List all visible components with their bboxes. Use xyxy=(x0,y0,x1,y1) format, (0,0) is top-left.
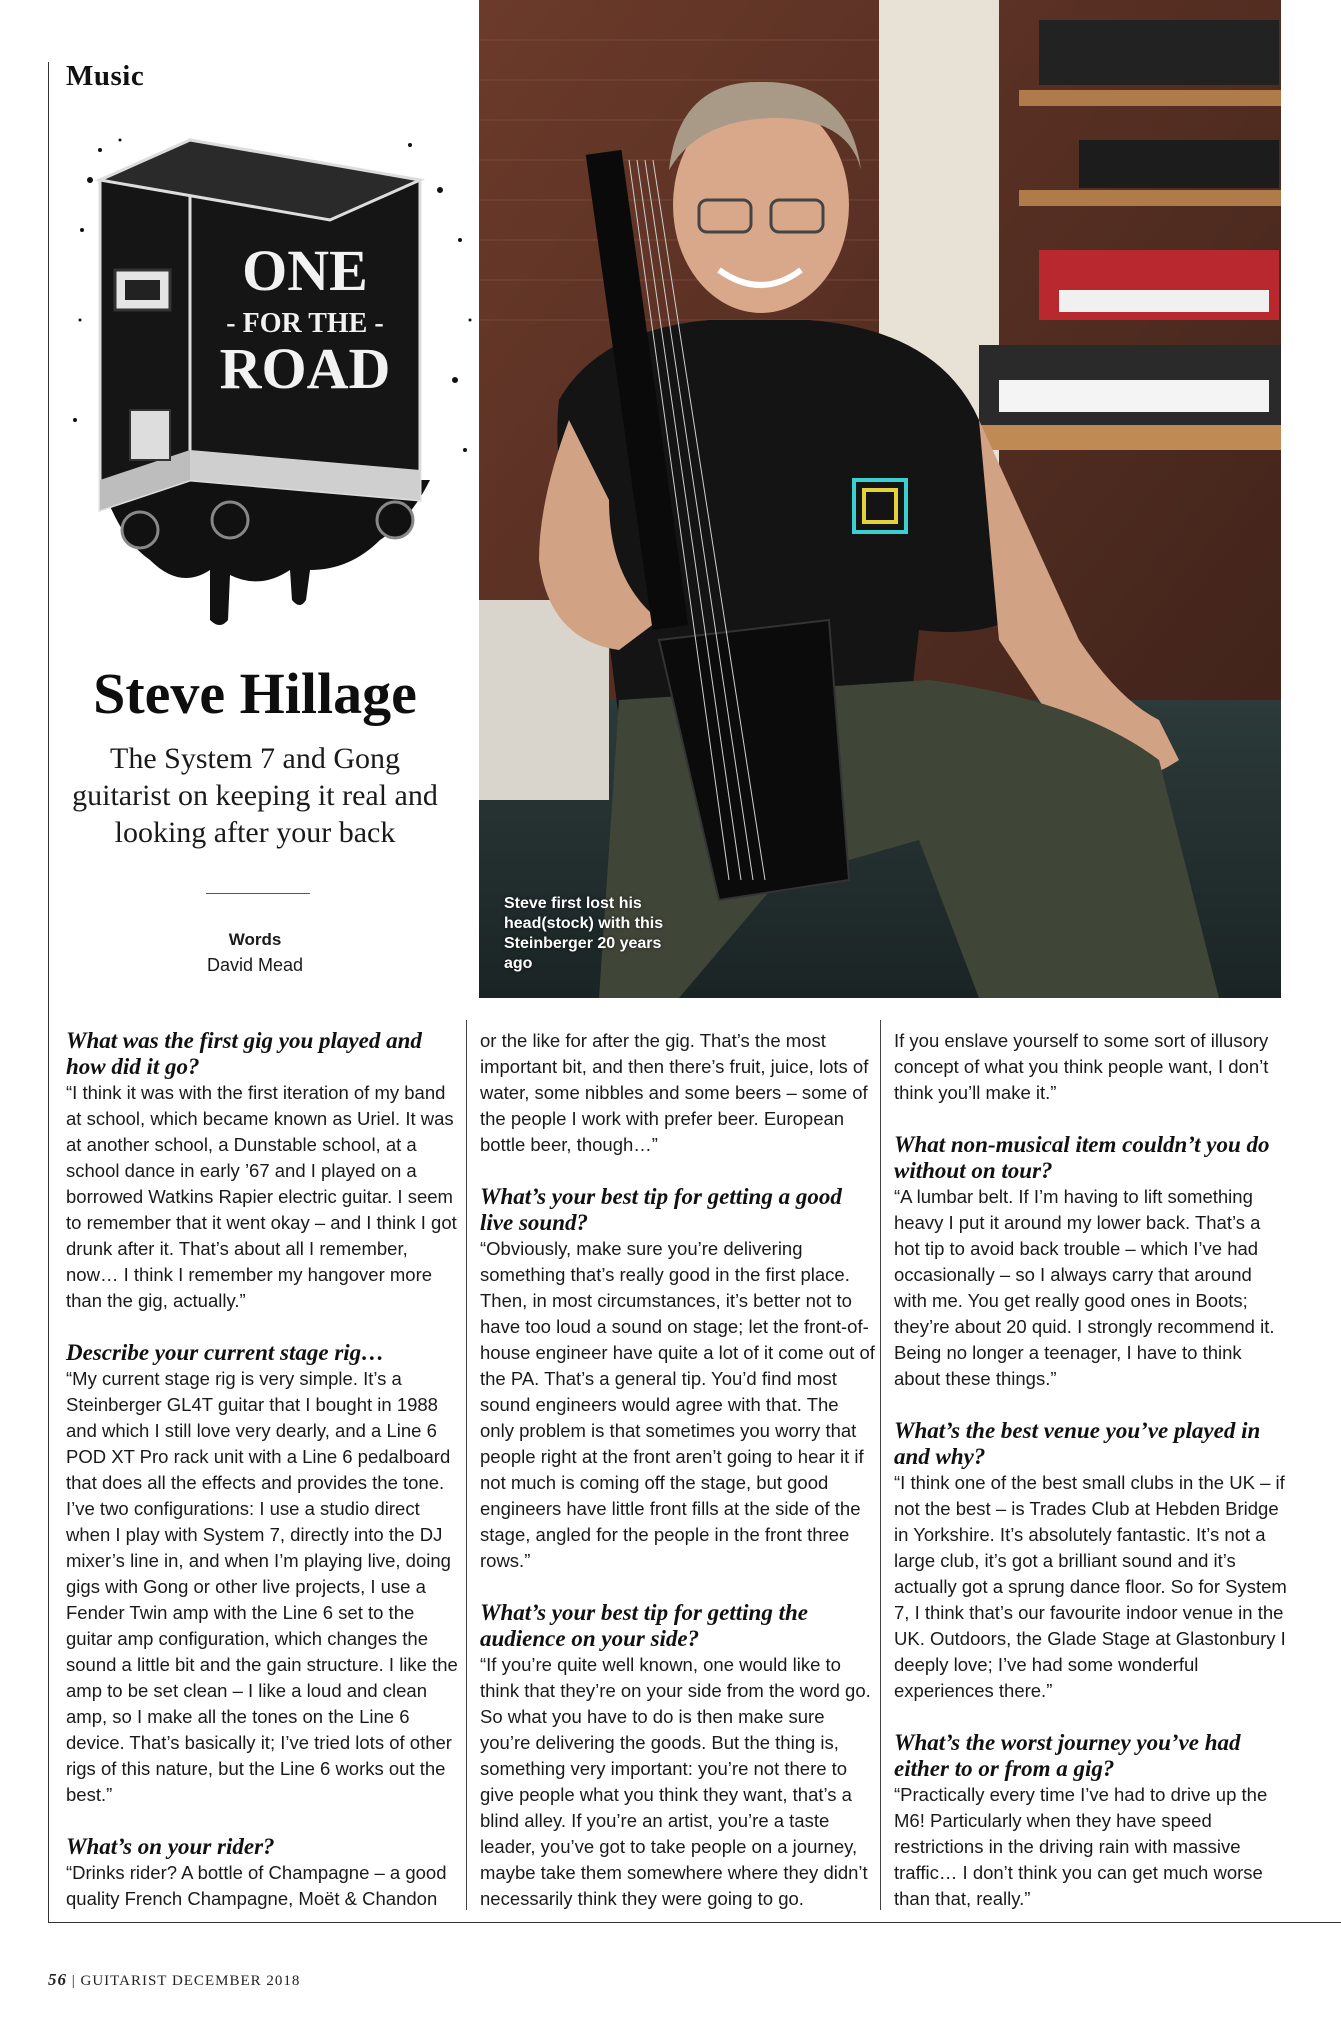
answer-audience: “If you’re quite well known, one would like to think that they’re on your side from the word go. So what you have to do is then make sure you’re delivering the goods. But the thing is, something very important: you’re not there to give people what you think they want, that’s a blind alley. If you’re an artist, you’re a taste leader, you’ve got to take people on a journey, maybe take them somewhere where they didn’t necessarily think they were going to go. xyxy=(480,1654,871,1909)
answer-audience-continued: If you enslave yourself to some sort of illusory concept of what you think people want, I don’t think you’ll make it.” xyxy=(894,1030,1269,1103)
one-for-the-road-logo xyxy=(60,120,480,640)
photo-illustration xyxy=(479,0,1281,998)
question-non-musical-item: What non-musical item couldn’t you do without on tour? xyxy=(894,1132,1270,1183)
answer-rider-continued: or the like for after the gig. That’s the most important bit, and then there’s fruit, juice, lots of water, some nibbles and some beers – some of the people I work with prefer beer. European bottle beer, though…” xyxy=(480,1030,869,1155)
bottom-rule xyxy=(48,1922,1341,1923)
column-3 xyxy=(894,1028,1289,1938)
answer-non-musical-item: “A lumbar belt. If I’m having to lift something heavy I put it around my lower back. That’s a hot tip to avoid back trouble – which I’ve had occasionally – so I always carry that around with me. You get really good ones in Boots; they’re about 20 quid. I strongly recommend it. Being no longer a teenager, I have to think about these things.” xyxy=(894,1186,1275,1389)
article-title: Steve Hillage xyxy=(93,661,417,726)
left-margin-rule xyxy=(48,62,49,1922)
portrait-photo xyxy=(479,0,1281,998)
column-1 xyxy=(66,1028,461,1938)
answer-worst-journey: “Practically every time I’ve had to drive up the M6! Particularly when they have speed restrictions in the driving rain with massive traffic… I don’t think you can get much worse than that, really.” xyxy=(894,1784,1268,1909)
logo-line-2: - FOR THE - xyxy=(226,308,384,339)
byline-label: Words xyxy=(228,930,282,949)
page-footer xyxy=(48,1970,300,1990)
logo-line-1: ONE xyxy=(242,238,368,303)
section-label: Music xyxy=(66,60,145,92)
question-first-gig: What was the first gig you played and how did it go? xyxy=(66,1028,422,1079)
question-worst-journey: What’s the worst journey you’ve had either to or from a gig? xyxy=(894,1730,1241,1781)
standfirst: The System 7 and Gong guitarist on keeping it real and looking after your back xyxy=(72,742,438,849)
byline-author: David Mead xyxy=(206,955,304,975)
photo-caption: Steve first lost his head(stock) with this Steinberger 20 years ago xyxy=(504,895,664,972)
question-rider: What’s on your rider? xyxy=(66,1834,275,1859)
logo-line-3: ROAD xyxy=(219,336,391,401)
column-2 xyxy=(480,1028,875,1938)
question-audience: What’s your best tip for getting the audience on your side? xyxy=(480,1600,808,1651)
footer-publication: | GUITARIST DECEMBER 2018 xyxy=(71,1973,301,1989)
question-best-venue: What’s the best venue you’ve played in and why? xyxy=(894,1418,1261,1469)
answer-first-gig: “I think it was with the first iteration of my band at school, which became known as Uriel. It was at another school, a Dunstable school, at a school dance in early ’67 and I played on a borrowed Watkins Rapier electric guitar. I seem to remember that it went okay – and I think I got drunk after it. That’s about all I remember, now… I think I remember my hangover more than the gig, actually.” xyxy=(66,1082,457,1311)
flightcase-graphic xyxy=(60,120,480,640)
answer-stage-rig: “My current stage rig is very simple. It’s a Steinberger GL4T guitar that I bought in 1988 and which I still love very dearly, and a Line 6 POD XT Pro rack unit with a Line 6 pedalboard that does all the effects and provides the tone. I’ve two configurations: I use a studio direct when I play with System 7, directly into the DJ mixer’s line in, and when I’m playing live, doing gigs with Gong or other live projects, I use a Fender Twin amp with the Line 6 set to the guitar amp configuration, which changes the sound a little bit and the gain structure. I like the amp to be set clean – I like a loud and clean amp, so I make all the tones on the Line 6 device. That’s basically it; I’ve tried lots of other rigs of this nature, but the Line 6 works out the best.” xyxy=(66,1368,458,1805)
question-stage-rig: Describe your current stage rig… xyxy=(66,1340,385,1365)
byline-divider xyxy=(206,893,310,894)
question-live-sound: What’s your best tip for getting a good live sound? xyxy=(480,1184,842,1235)
answer-live-sound: “Obviously, make sure you’re delivering something that’s really good in the first place. Then, in most circumstances, it’s better not to have too loud a sound on stage; let the front-of-house engineer have quite a lot of it come out of the PA. That’s a general tip. You’d find most sound engineers would agree with that. The only problem is that sometimes you worry that people right at the front aren’t going to hear it if not much is coming off the stage, but good engineers have little front fills at the side of the stage, angled for the people in the front three rows.” xyxy=(480,1238,875,1571)
column-rule-1 xyxy=(466,1020,467,1910)
column-rule-2 xyxy=(880,1020,881,1910)
answer-best-venue: “I think one of the best small clubs in the UK – if not the best – is Trades Club at Hebden Bridge in Yorkshire. It’s absolutely fantastic. It’s not a large club, it’s got a brilliant sound and it’s actually got a sprung dance floor. So for System 7, I think that’s our favourite indoor venue in the UK. Outdoors, the Glade Stage at Glastonbury I deeply love; I’ve had some wonderful experiences there.” xyxy=(894,1472,1287,1701)
answer-rider: “Drinks rider? A bottle of Champagne – a good quality French Champagne, Moët & Chandon xyxy=(66,1862,447,1909)
page-number: 56 xyxy=(48,1970,67,1989)
